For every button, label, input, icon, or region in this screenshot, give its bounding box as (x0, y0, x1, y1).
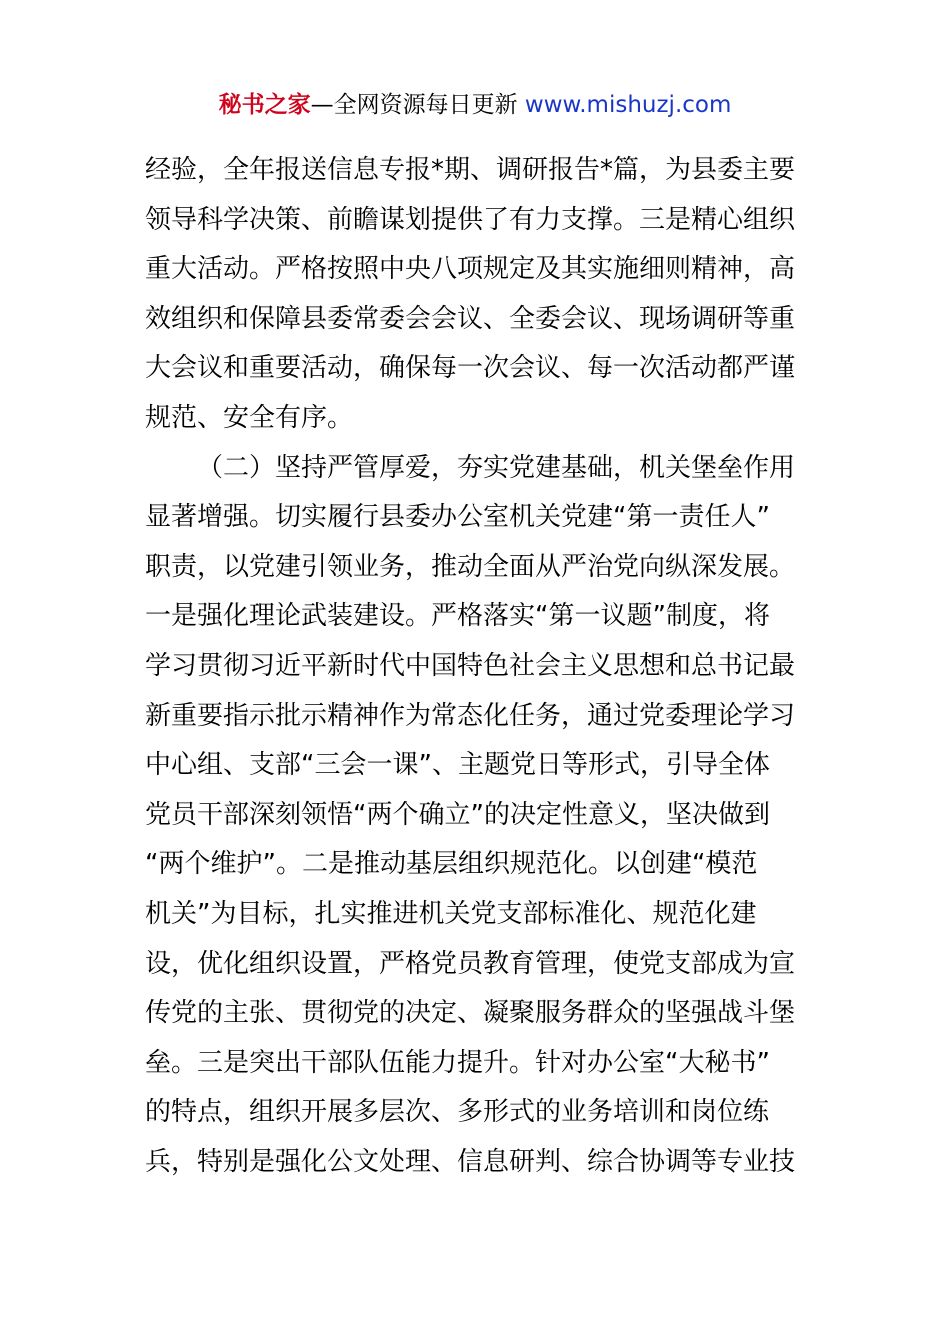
site-brand: 秘书之家 (218, 92, 311, 118)
text-line: 兵，特别是强化公文处理、信息研判、综合协调等专业技 (145, 1146, 796, 1177)
text-line: 一是强化理论武装建设。严格落实“第一议题”制度，将 (145, 601, 770, 632)
site-header (0, 88, 950, 122)
document-body (145, 146, 825, 1187)
text-line: 领导科学决策、前瞻谋划提供了有力支撑。三是精心组织 (145, 204, 796, 235)
text-line: 的特点，组织开展多层次、多形式的业务培训和岗位练 (145, 1097, 770, 1128)
section-heading-line: （二）坚持严管厚爱，夯实党建基础，机关堡垒作用 (197, 452, 796, 483)
text-line: 大会议和重要活动，确保每一次会议、每一次活动都严谨 (145, 353, 796, 384)
text-line: 效组织和保障县委常委会会议、全委会议、现场调研等重 (145, 303, 796, 334)
text-line: “两个维护”。二是推动基层组织规范化。以创建“模范 (145, 849, 758, 880)
text-line: 党员干部深刻领悟“两个确立”的决定性意义，坚决做到 (145, 799, 770, 830)
text-line: 经验，全年报送信息专报*期、调研报告*篇，为县委主要 (145, 155, 796, 185)
text-line: 学习贯彻习近平新时代中国特色社会主义思想和总书记最 (145, 650, 796, 681)
text-line: 机关”为目标，扎实推进机关党支部标准化、规范化建 (145, 898, 757, 929)
text-line: 显著增强。切实履行县委办公室机关党建“第一责任人” (145, 502, 770, 533)
text-line: 规范、安全有序。 (145, 402, 354, 433)
text-line: 重大活动。严格按照中央八项规定及其实施细则精神，高 (145, 254, 796, 285)
text-line: 职责，以党建引领业务，推动全面从严治党向纵深发展。 (145, 551, 796, 582)
text-line: 中心组、支部“三会一课”、主题党日等形式，引导全体 (145, 750, 770, 781)
text-line: 垒。三是突出干部队伍能力提升。针对办公室“大秘书” (145, 1047, 770, 1078)
text-line: 传党的主张、贯彻党的决定、凝聚服务群众的坚强战斗堡 (145, 998, 796, 1029)
site-tagline: —全网资源每日更新 (310, 92, 518, 118)
text-line: 新重要指示批示精神作为常态化任务，通过党委理论学习 (145, 700, 796, 731)
text-line: 设，优化组织设置，严格党员教育管理，使党支部成为宣 (145, 948, 796, 979)
site-url-link[interactable]: www.mishuzj.com (524, 92, 732, 118)
